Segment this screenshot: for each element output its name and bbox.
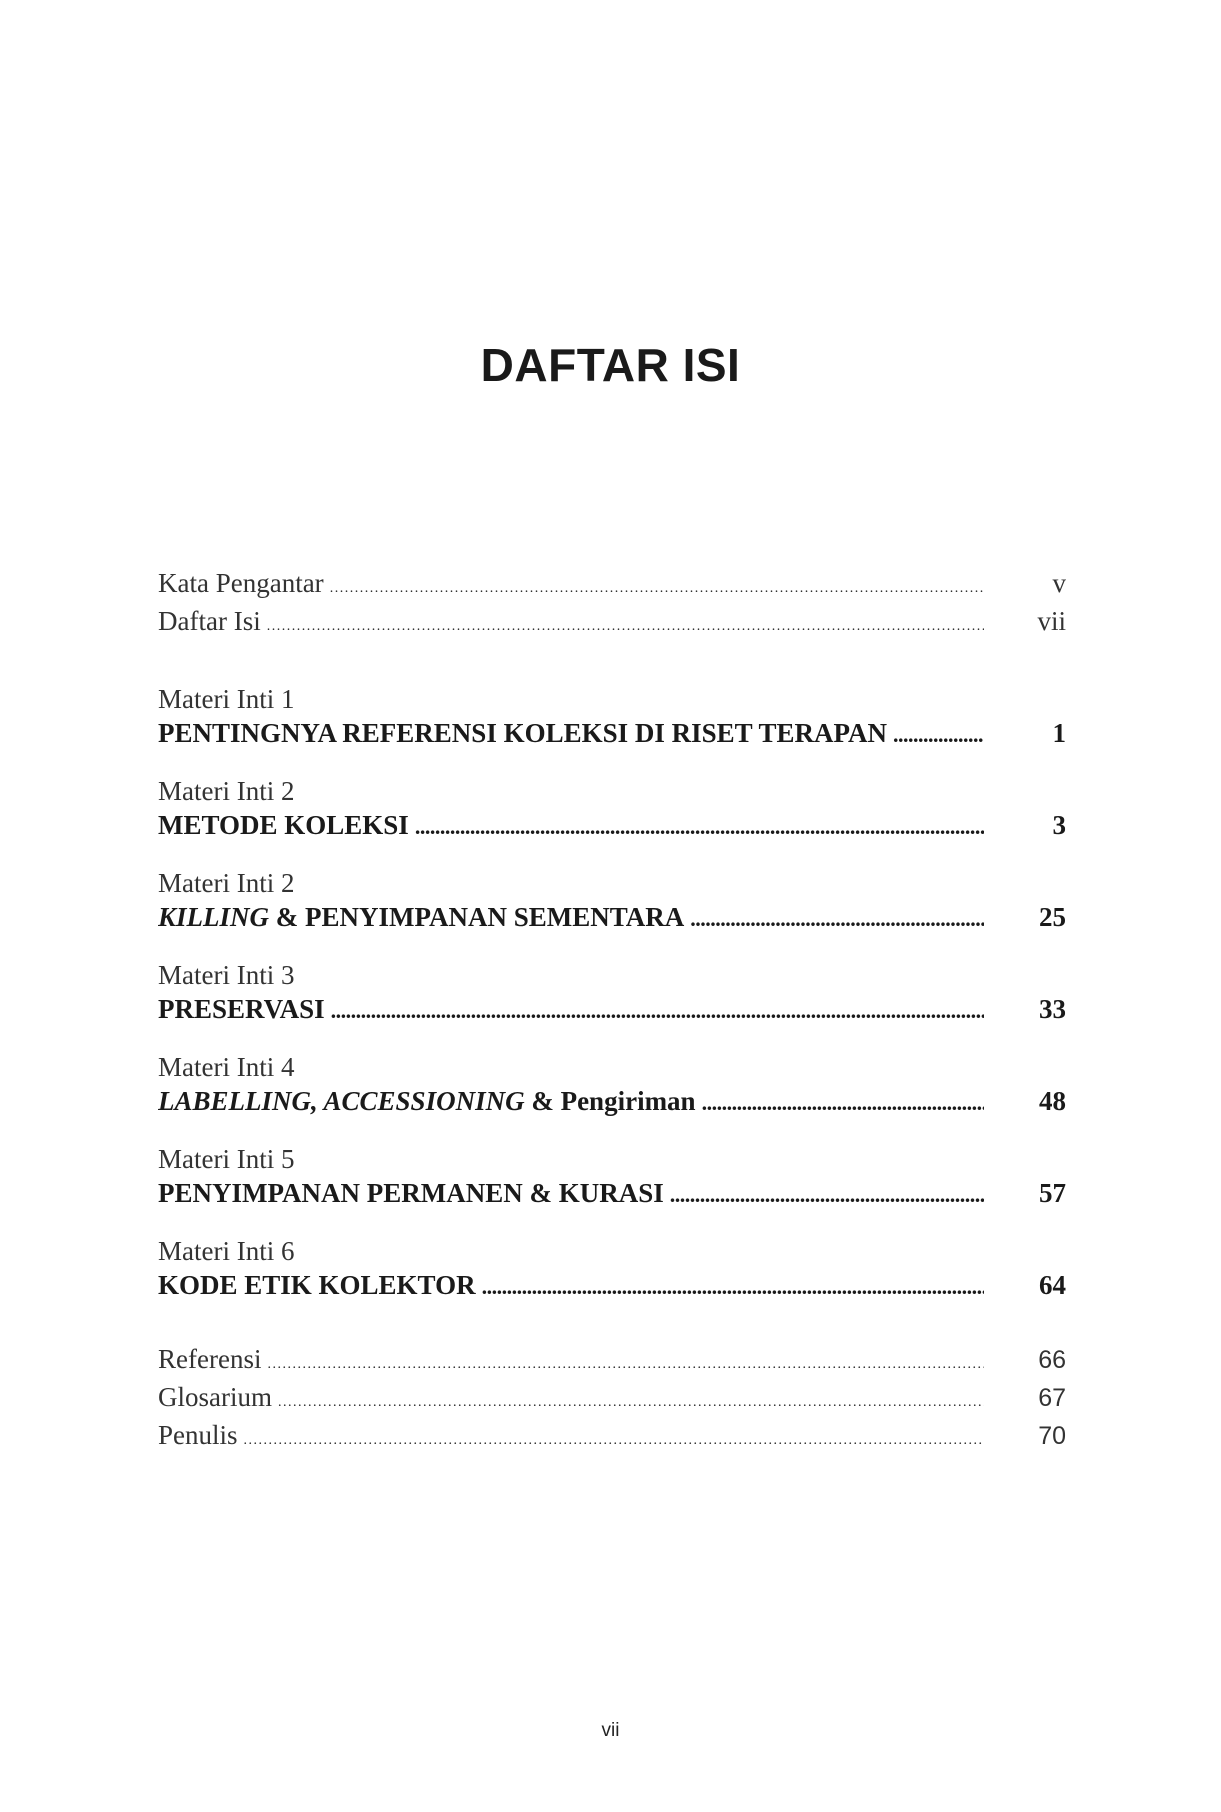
toc-entry-glosarium[interactable] bbox=[158, 1382, 1078, 1420]
chapter-entry-3[interactable] bbox=[158, 864, 1078, 944]
dot-leader bbox=[670, 1182, 984, 1208]
chapter-title: KODE ETIK KOLEKTOR bbox=[158, 1270, 476, 1300]
chapter-kicker: Materi Inti 6 bbox=[158, 1236, 295, 1266]
dot-leader bbox=[244, 1431, 984, 1449]
chapter-title-italic: KILLING bbox=[158, 902, 270, 932]
chapter-entry-6[interactable] bbox=[158, 1140, 1078, 1220]
chapter-title: PENTINGNYA REFERENSI KOLEKSI DI RISET TERAPAN bbox=[158, 718, 887, 748]
page-number: vii bbox=[601, 1720, 620, 1741]
toc-entry-page: 67 bbox=[1038, 1384, 1066, 1412]
chapter-title-rest: & PENYIMPANAN SEMENTARA bbox=[269, 902, 685, 932]
chapter-title: PENYIMPANAN PERMANEN & KURASI bbox=[158, 1178, 664, 1208]
toc-entry-kata-pengantar[interactable] bbox=[158, 568, 1078, 606]
chapter-page: 33 bbox=[1039, 994, 1066, 1024]
toc-entry-page: v bbox=[1052, 568, 1066, 598]
chapter-page: 3 bbox=[1052, 810, 1066, 840]
chapter-page: 25 bbox=[1039, 902, 1066, 932]
dot-leader bbox=[278, 1393, 984, 1411]
chapter-entry-7[interactable] bbox=[158, 1232, 1078, 1312]
dot-leader bbox=[331, 998, 984, 1024]
chapter-kicker: Materi Inti 1 bbox=[158, 684, 295, 714]
chapter-entry-2[interactable] bbox=[158, 772, 1078, 852]
chapter-page: 48 bbox=[1039, 1086, 1066, 1116]
chapter-list bbox=[158, 680, 1078, 1312]
table-of-contents bbox=[158, 568, 1078, 1458]
toc-entry-page: 70 bbox=[1038, 1422, 1066, 1450]
chapter-title-italic: LABELLING, ACCESSIONING bbox=[158, 1086, 525, 1116]
toc-entry-label: Penulis bbox=[158, 1420, 238, 1450]
toc-entry-penulis[interactable] bbox=[158, 1420, 1078, 1458]
chapter-title bbox=[158, 1086, 696, 1117]
page-title: DAFTAR ISI bbox=[480, 339, 741, 391]
toc-entry-label: Glosarium bbox=[158, 1382, 272, 1412]
toc-entry-referensi[interactable] bbox=[158, 1344, 1078, 1382]
toc-entry-daftar-isi[interactable] bbox=[158, 606, 1078, 644]
chapter-title: PRESERVASI bbox=[158, 994, 325, 1024]
chapter-title bbox=[158, 902, 684, 933]
front-matter bbox=[158, 568, 1078, 644]
toc-entry-label: Kata Pengantar bbox=[158, 568, 324, 598]
chapter-kicker: Materi Inti 2 bbox=[158, 776, 295, 806]
chapter-page: 57 bbox=[1039, 1178, 1066, 1208]
chapter-page: 1 bbox=[1052, 718, 1066, 748]
chapter-kicker: Materi Inti 5 bbox=[158, 1144, 295, 1174]
toc-entry-page: vii bbox=[1037, 606, 1066, 636]
dot-leader bbox=[267, 617, 984, 635]
toc-entry-label: Daftar Isi bbox=[158, 606, 261, 636]
chapter-kicker: Materi Inti 2 bbox=[158, 868, 295, 898]
back-matter bbox=[158, 1344, 1078, 1458]
chapter-entry-1[interactable] bbox=[158, 680, 1078, 760]
dot-leader bbox=[415, 814, 984, 840]
chapter-page: 64 bbox=[1039, 1270, 1066, 1300]
dot-leader bbox=[702, 1090, 984, 1116]
chapter-entry-4[interactable] bbox=[158, 956, 1078, 1036]
dot-leader bbox=[690, 906, 984, 932]
chapter-title-rest: & Pengiriman bbox=[524, 1086, 696, 1116]
toc-entry-page: 66 bbox=[1038, 1346, 1066, 1374]
dot-leader bbox=[482, 1274, 984, 1300]
dot-leader bbox=[893, 722, 984, 748]
chapter-kicker: Materi Inti 3 bbox=[158, 960, 295, 990]
dot-leader bbox=[330, 579, 984, 597]
toc-entry-label: Referensi bbox=[158, 1344, 262, 1374]
chapter-title: METODE KOLEKSI bbox=[158, 810, 409, 840]
chapter-kicker: Materi Inti 4 bbox=[158, 1052, 295, 1082]
chapter-entry-5[interactable] bbox=[158, 1048, 1078, 1128]
dot-leader bbox=[267, 1355, 984, 1373]
